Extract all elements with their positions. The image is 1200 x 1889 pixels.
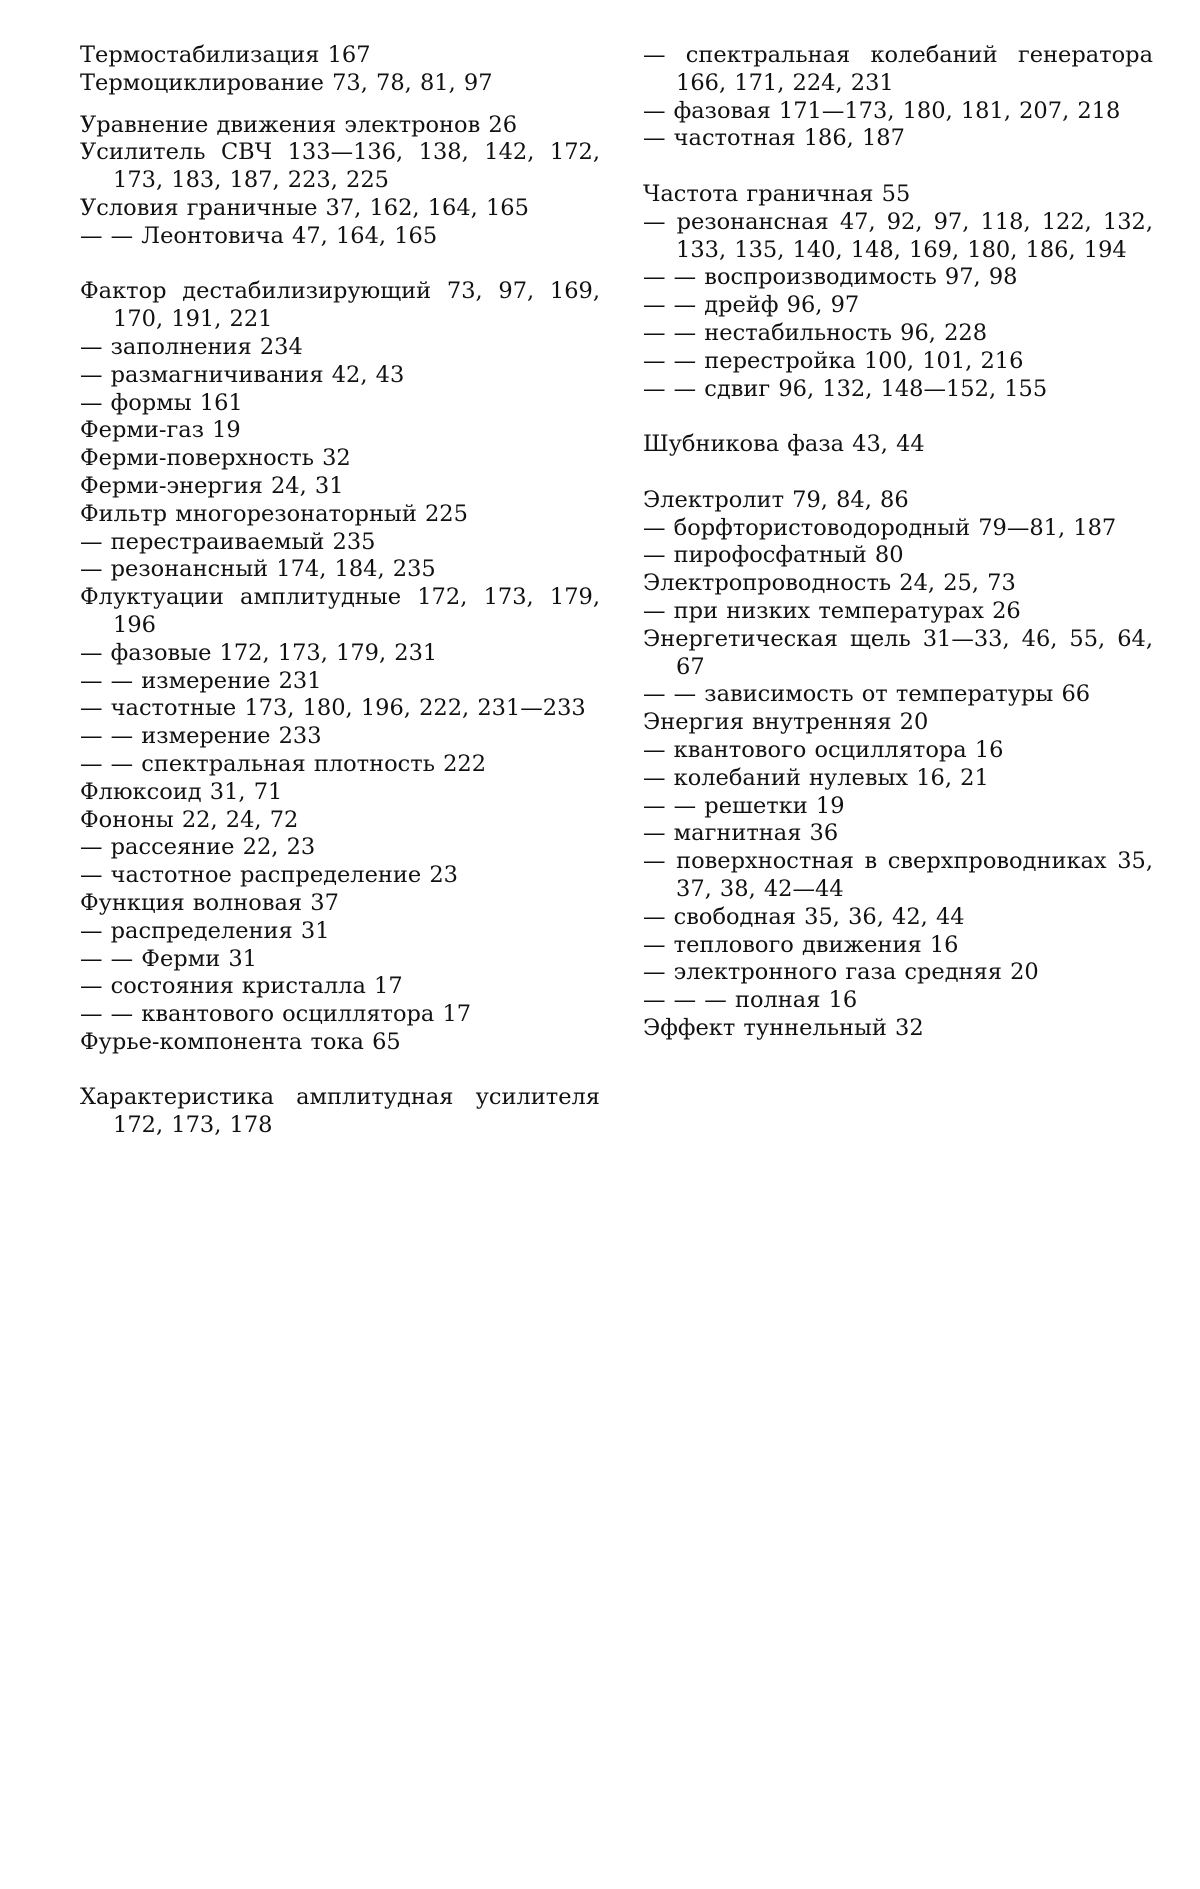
index-entry: — — Ферми 31 <box>80 945 257 972</box>
index-entry: Эффект туннельный 32 <box>643 1014 924 1041</box>
index-entry: Флуктуации амплитудные 172, 173, 179, 196 <box>80 584 600 638</box>
index-column-right <box>643 42 1153 1043</box>
index-entry: Фактор дестабилизирующий 73, 97, 169, 170, 191, 221 <box>80 278 600 333</box>
index-entry: — рассеяние 22, 23 <box>80 834 316 861</box>
index-entry: — пирофосфатный 80 <box>643 542 904 569</box>
index-entry: — распределения 31 <box>80 917 330 944</box>
index-entry: Условия граничные 37, 162, 164, 165 <box>80 194 529 221</box>
index-entry: Усилитель СВЧ 133—136, 138, 142, 172, 173, 183, 187, 223, 225 <box>80 139 600 194</box>
index-entry: — частотные 173, 180, 196, 222, 231—233 <box>80 695 586 722</box>
index-entry: — — измерение 233 <box>80 723 322 750</box>
index-entry: — фазовая 171—173, 180, 181, 207, 218 <box>643 97 1121 124</box>
index-entry: Функция волновая 37 <box>80 889 339 916</box>
index-entry: Ферми-энергия 24, 31 <box>80 472 344 499</box>
index-entry: Флюксоид 31, 71 <box>80 778 283 805</box>
index-entry: — колебаний нулевых 16, 21 <box>643 764 989 791</box>
index-entry: Ферми-поверхность 32 <box>80 445 351 472</box>
index-entry: — частотное распределение 23 <box>80 862 458 889</box>
index-entry: — — сдвиг 96, 132, 148—152, 155 <box>643 375 1048 402</box>
index-entry: Уравнение движения электронов 26 <box>80 111 518 138</box>
index-entry: — — — полная 16 <box>643 987 858 1014</box>
index-entry: — размагничивания 42, 43 <box>80 361 405 388</box>
index-entry: Ферми-газ 19 <box>80 417 241 444</box>
index-entry: Электролит 79, 84, 86 <box>643 486 909 513</box>
index-entry: Термоциклирование 73, 78, 81, 97 <box>80 69 493 96</box>
index-entry: — — Леонтовича 47, 164, 165 <box>80 222 438 249</box>
index-entry: Энергетическая щель 31—33, 46, 55, 64, 67 <box>643 625 1153 680</box>
index-entry: — перестраиваемый 235 <box>80 528 376 555</box>
index-entry: — — спектральная плотность 222 <box>80 750 487 777</box>
index-entry: Частота граничная 55 <box>643 180 911 207</box>
index-entry: Энергия внутренняя 20 <box>643 709 929 736</box>
index-entry: — поверхностная в сверхпроводниках 35, 37, 38, 42—44 <box>643 848 1153 902</box>
index-entry: — свободная 35, 36, 42, 44 <box>643 903 965 930</box>
index-entry: Фурье-компонента тока 65 <box>80 1028 401 1055</box>
index-entry: Фильтр многорезонаторный 225 <box>80 500 468 527</box>
index-entry: — при низких температурах 26 <box>643 597 1021 624</box>
index-entry: — состояния кристалла 17 <box>80 973 403 1000</box>
index-entry: — резонансная 47, 92, 97, 118, 122, 132, 133, 135, 140, 148, 169, 180, 186, 194 <box>643 208 1153 263</box>
index-entry: — — перестройка 100, 101, 216 <box>643 347 1024 374</box>
index-entry: — резонансный 174, 184, 235 <box>80 556 436 583</box>
index-entry: — — решетки 19 <box>643 792 845 819</box>
index-entry: — электронного газа средняя 20 <box>643 959 1039 986</box>
index-entry: — квантового осциллятора 16 <box>643 736 1004 763</box>
index-entry: — — зависимость от температуры 66 <box>643 681 1091 708</box>
index-entry: — магнитная 36 <box>643 820 839 847</box>
index-entry: — фазовые 172, 173, 179, 231 <box>80 639 438 666</box>
index-entry: — борфтористоводородный 79—81, 187 <box>643 514 1117 541</box>
index-entry: — — квантового осциллятора 17 <box>80 1001 472 1028</box>
index-entry: — теплового движения 16 <box>643 931 959 958</box>
index-entry: — заполнения 234 <box>80 333 303 360</box>
index-entry: — — нестабильность 96, 228 <box>643 319 988 346</box>
index-entry: Электропроводность 24, 25, 73 <box>643 570 1016 597</box>
index-entry: — формы 161 <box>80 389 243 416</box>
index-entry: — — воспроизводимость 97, 98 <box>643 264 1018 291</box>
index-entry: — частотная 186, 187 <box>643 125 905 152</box>
index-entry: Термостабилизация 167 <box>80 42 371 68</box>
index-entry: Фононы 22, 24, 72 <box>80 806 299 833</box>
index-entry: — — дрейф 96, 97 <box>643 292 860 319</box>
index-entry: Шубникова фаза 43, 44 <box>643 431 925 458</box>
index-entry: — спектральная колебаний генератора 166, 171, 224, 231 <box>643 42 1153 96</box>
index-column-left <box>80 42 600 1140</box>
index-entry: Характеристика амплитудная усилителя 172, 173, 178 <box>80 1084 600 1139</box>
index-entry: — — измерение 231 <box>80 667 322 694</box>
